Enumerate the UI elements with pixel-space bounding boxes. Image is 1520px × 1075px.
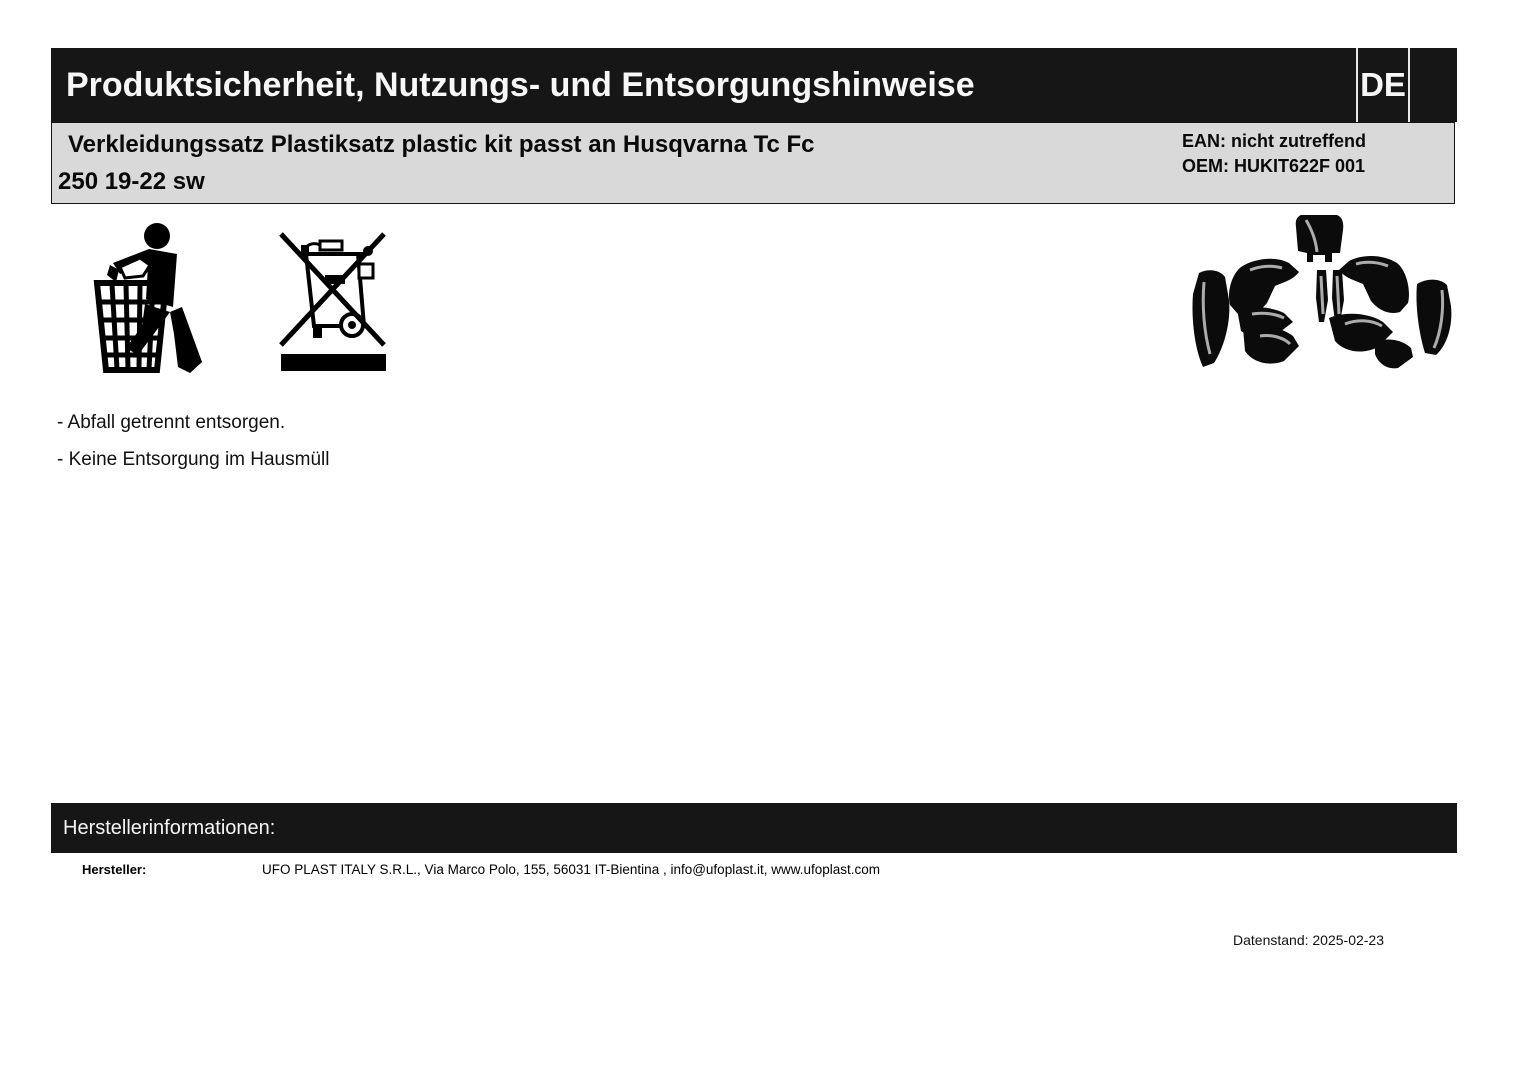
weee-icon-graphic [272, 228, 390, 373]
page-title: Produktsicherheit, Nutzungs- und Entsorgungshinweise [66, 65, 975, 104]
header-bar [51, 48, 1457, 122]
manufacturer-section-bar [51, 803, 1457, 853]
product-photo [1180, 210, 1458, 388]
manufacturer-value: UFO PLAST ITALY S.R.L., Via Marco Polo, 155, 56031 IT-Bientina , info@ufoplast.it, www.ufoplast.com [262, 862, 881, 877]
ean-value: EAN: nicht zutreffend [1182, 131, 1366, 151]
product-codes [1182, 129, 1366, 179]
disposal-note: - Abfall getrennt entsorgen. [57, 412, 286, 433]
manufacturer-label: Hersteller: [82, 862, 147, 877]
product-header [51, 122, 1455, 204]
manufacturer-section-title: Herstellerinformationen: [63, 816, 276, 839]
language-badge: DE [1356, 48, 1410, 122]
disposal-notes [57, 411, 329, 485]
product-title-line2: 250 19-22 sw [58, 168, 205, 195]
manufacturer-row [82, 862, 880, 877]
product-title [58, 126, 1018, 200]
plastic-kit-image [1180, 210, 1458, 388]
oem-value: OEM: HUKIT622F 001 [1182, 156, 1366, 176]
product-title-line1: Verkleidungssatz Plastiksatz plastic kit passt an Husqvarna Tc Fc [68, 131, 815, 158]
weee-crossed-out-bin-icon [272, 228, 390, 373]
tidyman-icon-graphic [93, 222, 208, 373]
tidyman-icon [93, 222, 208, 373]
data-status: Datenstand: 2025-02-23 [1233, 932, 1384, 948]
disposal-note: - Keine Entsorgung im Hausmüll [57, 449, 330, 470]
